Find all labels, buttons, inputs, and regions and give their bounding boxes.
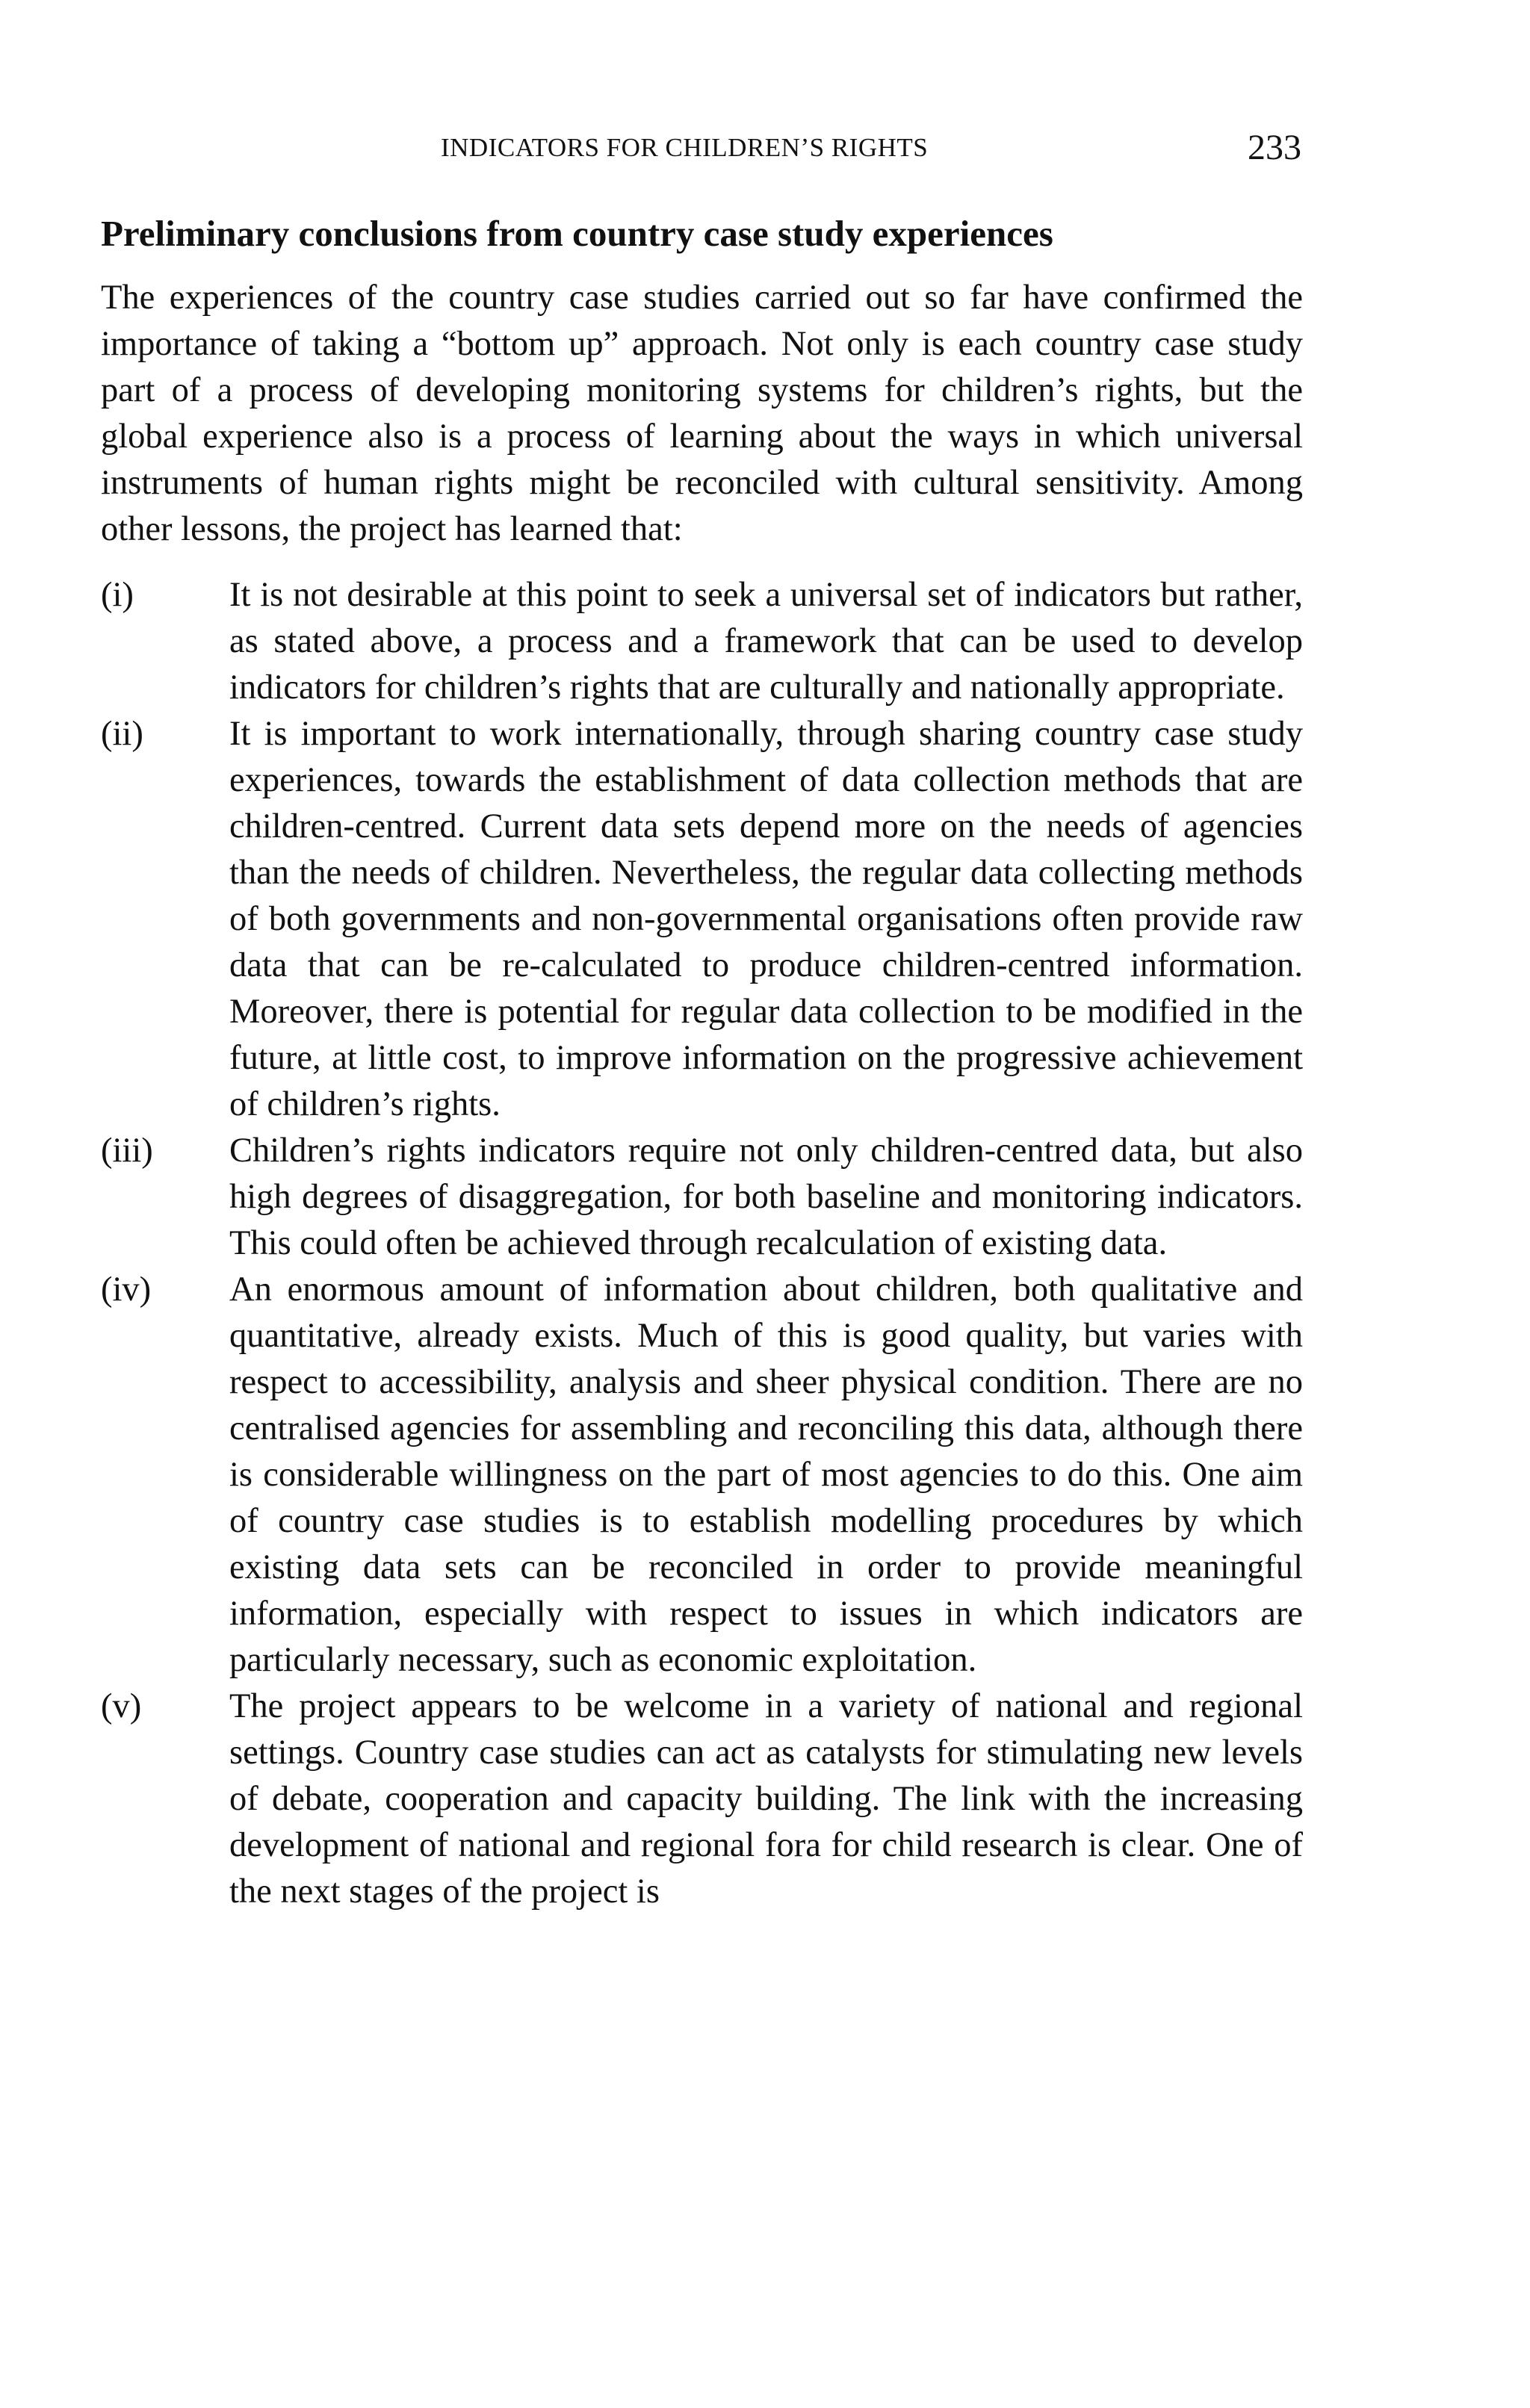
list-item-text: It is important to work internationally, through sharing country case study experiences, towards the establishment of data collection methods that are children-centred. Current data sets depend more on the needs of agencies than the needs of children. Nevertheless, the regular data collecting methods of both governments and non-governmental organisations often provide raw data that can be re-calculated to produce children-centred information. Moreover, there is potential for regular data collection to be modified in the future, at little cost, to improve information on the progressive achievement of children’s rights. <box>229 715 1303 1123</box>
list-item-marker: (iv) <box>101 1270 152 1309</box>
list-item-text: Children’s rights indicators require not only children-centred data, but also high degrees of disaggregation, for both baseline and monitoring indicators. This could often be achieved through recalculation of existing data. <box>229 1132 1303 1262</box>
page-number: 233 <box>1248 128 1301 167</box>
intro-paragraph: The experiences of the country case studies carried out so far have confirmed the importance of taking a “bottom up” approach. Not only is each country case study part of a process of developing monitoring systems for children’s rights, but the global experience also is a process of learning about the ways in which universal instruments of human rights might be reconciled with cultural sensitivity. Among other lessons, the project has learned that: <box>101 279 1303 548</box>
section-heading: Preliminary conclusions from country case study experiences <box>101 213 1053 254</box>
list-item-text: The project appears to be welcome in a variety of national and regional settings. Country case studies can act as catalysts for stimulating new levels of debate, cooperation and capacity building. The link with the increasing development of national and regional fora for child research is clear. One of the next stages of the project is <box>229 1687 1303 1911</box>
list-item <box>101 711 1303 1128</box>
list-item <box>101 572 1303 711</box>
list-item-text: An enormous amount of information about children, both qualitative and quantitative, already exists. Much of this is good quality, but varies with respect to accessibility, analysis and sheer physical condition. There are no centralised agencies for assembling and reconciling this data, although there is considerable willingness on the part of most agencies to do this. One aim of country case studies is to establish modelling procedures by which existing data sets can be reconciled in order to provide meaningful information, especially with respect to issues in which indicators are particularly necessary, such as economic exploitation. <box>229 1270 1303 1679</box>
list-item <box>101 1267 1303 1684</box>
list-item-text: It is not desirable at this point to seek a universal set of indicators but rather, as stated above, a process and a framework that can be used to develop indicators for children’s rights that are culturally and nationally appropriate. <box>229 576 1303 707</box>
list-item-marker: (ii) <box>101 715 143 753</box>
list-item <box>101 1128 1303 1267</box>
list-item-marker: (v) <box>101 1687 142 1725</box>
list-item <box>101 1684 1303 1915</box>
list-item-marker: (iii) <box>101 1132 153 1170</box>
list-item-marker: (i) <box>101 576 134 614</box>
running-header: INDICATORS FOR CHILDREN’S RIGHTS <box>441 133 929 162</box>
lessons-list <box>101 572 1303 1915</box>
